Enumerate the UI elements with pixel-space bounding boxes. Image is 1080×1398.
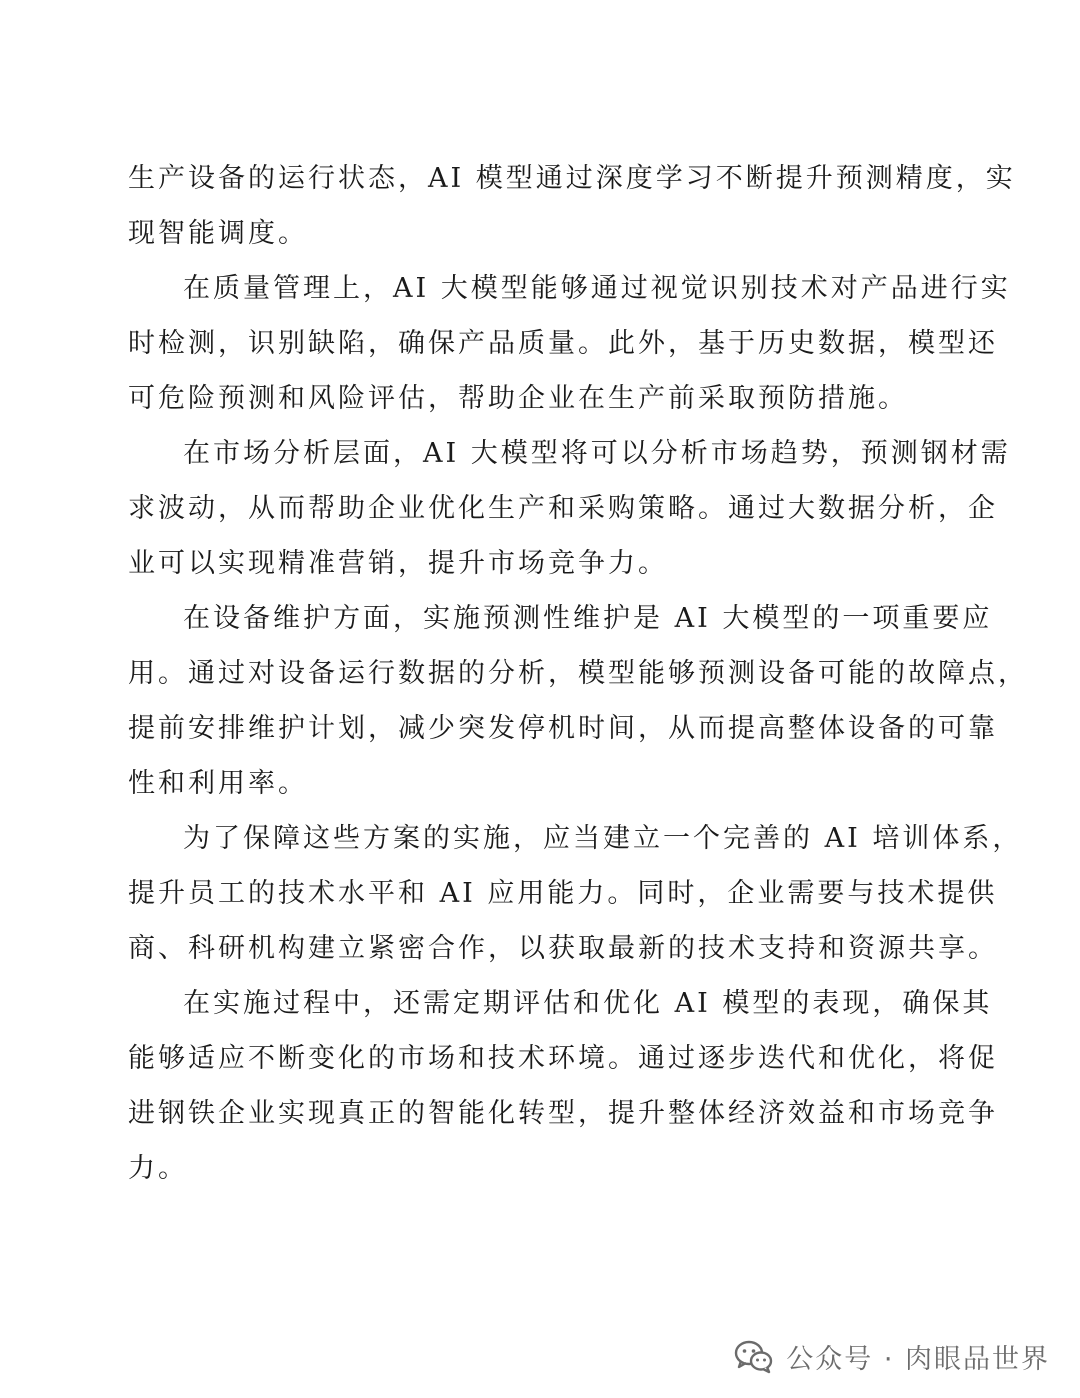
text-line: 能够适应不断变化的市场和技术环境。通过逐步迭代和优化，将促 (128, 1043, 998, 1074)
text-line: 可危险预测和风险评估，帮助企业在生产前采取预防措施。 (128, 383, 908, 414)
text-line: 商、科研机构建立紧密合作，以获取最新的技术支持和资源共享。 (128, 933, 998, 964)
watermark-text: 公众号 · 肉眼品世界 (786, 1344, 1050, 1375)
text-line: 进钢铁企业实现真正的智能化转型，提升整体经济效益和市场竞争 (128, 1098, 998, 1129)
text-line: 力。 (128, 1153, 188, 1184)
text-line: 用。通过对设备运行数据的分析，模型能够预测设备可能的故障点， (128, 658, 1028, 689)
paragraph-start-line: 在实施过程中，还需定期评估和优化 AI 模型的表现，确保其 (183, 988, 993, 1019)
text-line: 生产设备的运行状态，AI 模型通过深度学习不断提升预测精度，实 (128, 163, 1016, 194)
paragraph-start-line: 为了保障这些方案的实施，应当建立一个完善的 AI 培训体系， (183, 823, 1023, 854)
text-line: 求波动，从而帮助企业优化生产和采购策略。通过大数据分析，企 (128, 493, 998, 524)
text-line: 业可以实现精准营销，提升市场竞争力。 (128, 548, 668, 579)
text-line: 现智能调度。 (128, 218, 308, 249)
text-line: 提前安排维护计划，减少突发停机时间，从而提高整体设备的可靠 (128, 713, 998, 744)
watermark (734, 1337, 1050, 1376)
text-line: 时检测，识别缺陷，确保产品质量。此外，基于历史数据，模型还 (128, 328, 998, 359)
text-line: 提升员工的技术水平和 AI 应用能力。同时，企业需要与技术提供 (128, 878, 998, 909)
wechat-icon (734, 1340, 774, 1374)
paragraph-start-line: 在市场分析层面，AI 大模型将可以分析市场趋势，预测钢材需 (183, 438, 1011, 469)
paragraph-start-line: 在设备维护方面，实施预测性维护是 AI 大模型的一项重要应 (183, 603, 993, 634)
paragraph-start-line: 在质量管理上，AI 大模型能够通过视觉识别技术对产品进行实 (183, 273, 1011, 304)
text-line: 性和利用率。 (128, 768, 308, 799)
